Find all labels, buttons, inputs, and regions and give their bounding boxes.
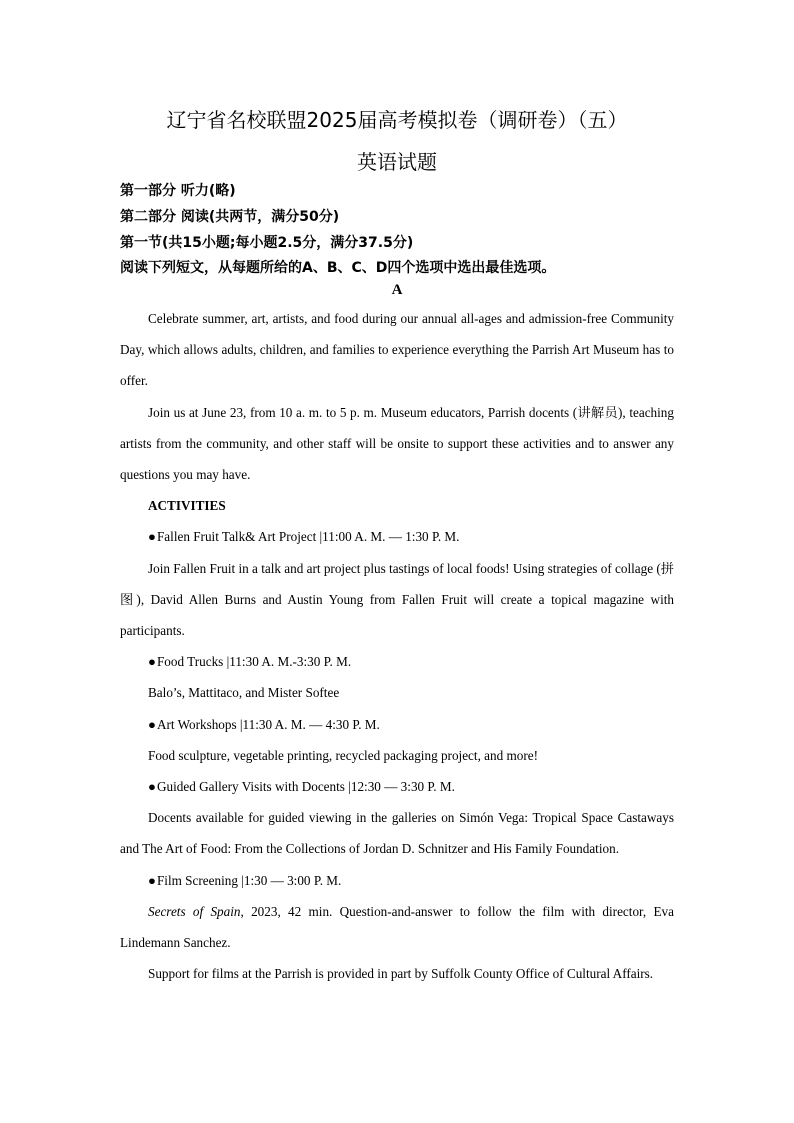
activity-desc-4: Docents available for guided viewing in the galleries on Simón Vega: Tropical Space Castaways and The Art of Food: From the Collections of Jordan D. Schnitzer and His Family Foundation. [120, 810, 674, 857]
instruction-text: 阅读下列短文，从每题所给的A、B、C、D四个选项中选出最佳选项。 [120, 260, 556, 276]
activity-title-4 [120, 771, 674, 802]
activity-title-text: Guided Gallery Visits with Docents |12:30 — 3:30 P. M. [156, 779, 455, 795]
activity-title-text: Food Trucks |11:30 A. M.-3:30 P. M. [156, 654, 352, 670]
page-subtitle: 英语试题 [357, 150, 437, 174]
part-two-heading: 第二部分 阅读(共两节，满分50分) [120, 209, 340, 225]
bullet-icon: ● [148, 529, 156, 545]
passage-body [120, 303, 674, 989]
bullet-icon: ● [148, 872, 156, 888]
activity-desc-3: Food sculpture, vegetable printing, recycled packaging project, and more! [148, 747, 538, 763]
page-title: 辽宁省名校联盟2025届高考模拟卷（调研卷）（五） [166, 108, 628, 132]
activity-title-3 [120, 709, 674, 740]
passage-letter: A [391, 282, 403, 298]
bullet-icon: ● [148, 779, 156, 795]
activity-desc-2: Balo’s, Mattitaco, and Mister Softee [148, 685, 340, 701]
bullet-icon: ● [148, 716, 156, 732]
activity-title-text: Film Screening |1:30 — 3:00 P. M. [156, 872, 342, 888]
activity-title-text: Fallen Fruit Talk& Art Project |11:00 A. M. — 1:30 P. M. [156, 529, 460, 545]
section-one-heading: 第一节(共15小题;每小题2.5分，满分37.5分) [120, 235, 414, 251]
support-note: Support for films at the Parrish is provided in part by Suffolk County Office of Cultural Affairs. [148, 966, 654, 982]
activity-desc-1: Join Fallen Fruit in a talk and art project plus tastings of local foods! Using strategies of collage (拼图), David Allen Burns and Austin Young from Fallen Fruit will create a topical magazine with participants. [120, 560, 674, 639]
activity-title-text: Art Workshops |11:30 A. M. — 4:30 P. M. [156, 716, 380, 732]
activity-desc-5 [120, 896, 674, 958]
activities-heading: ACTIVITIES [148, 498, 226, 514]
bullet-icon: ● [148, 654, 156, 670]
activity-title-1 [120, 521, 674, 552]
intro-paragraph-2: Join us at June 23, from 10 a. m. to 5 p. m. Museum educators, Parrish docents (讲解员), teaching artists from the community, and other staff will be onsite to support these activities and to answer any questions you may have. [120, 404, 674, 483]
film-title: Secrets of Spain [148, 903, 241, 919]
activity-title-5 [120, 865, 674, 896]
intro-paragraph-1: Celebrate summer, art, artists, and food during our annual all-ages and admission-free Community Day, which allows adults, children, and families to experience everything the Parrish Art Museum has to offer. [120, 311, 674, 389]
film-details: , 2023, 42 min. Question-and-answer to follow the film with director, Eva Lindemann Sanchez. [120, 903, 674, 951]
part-one-heading: 第一部分 听力(略) [120, 183, 236, 199]
activity-title-2 [120, 646, 674, 677]
